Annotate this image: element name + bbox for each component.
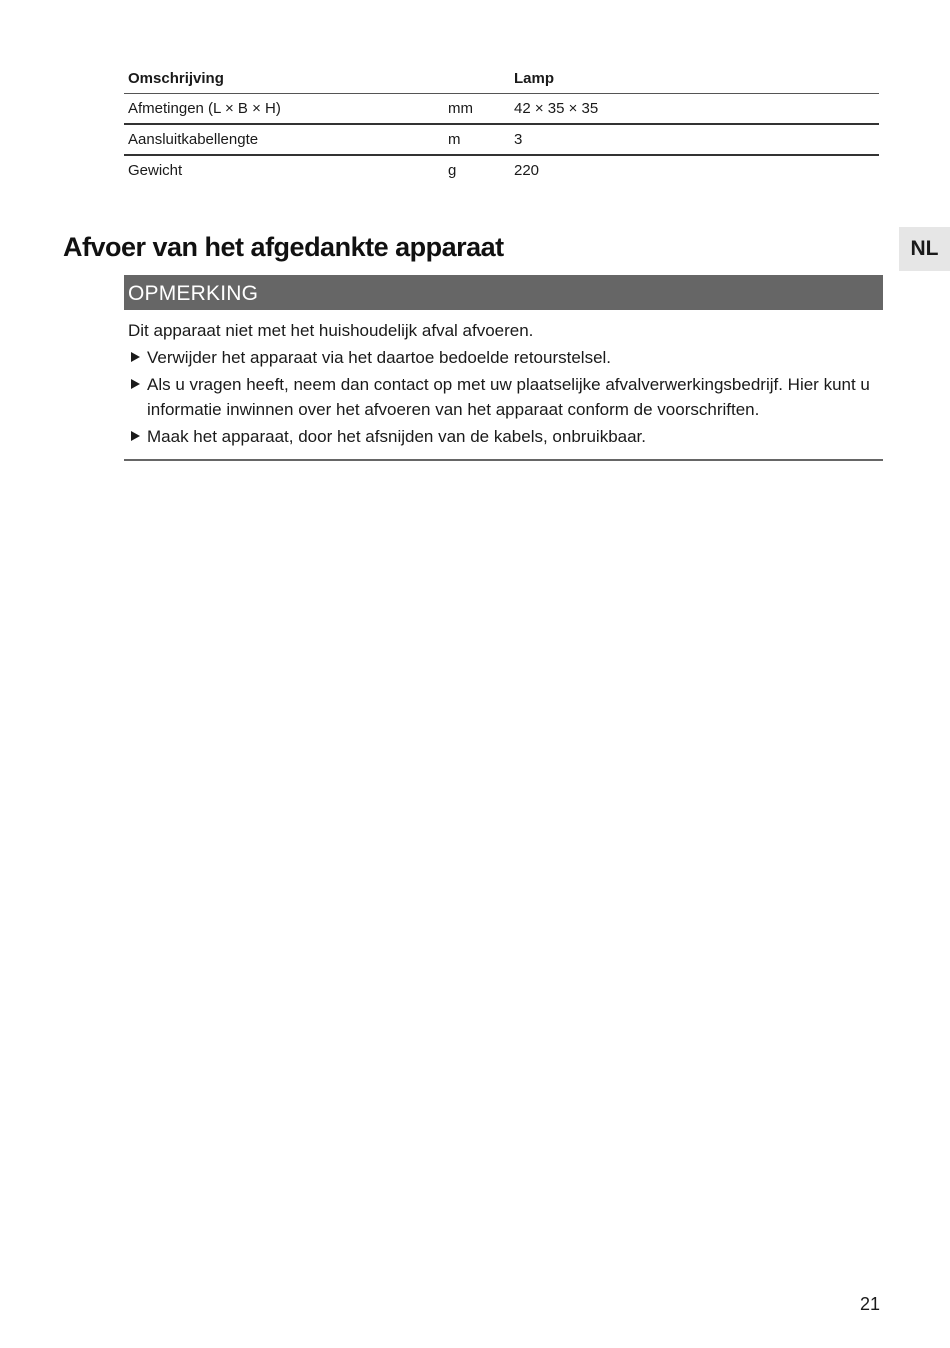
table-row	[124, 94, 879, 125]
table-row	[124, 155, 879, 185]
language-tab: NL	[899, 227, 950, 271]
row-description: Gewicht	[128, 162, 183, 179]
note-intro: Dit apparaat niet met het huishoudelijk afval afvoeren.	[128, 321, 534, 340]
list-item-text: Verwijder het apparaat via het daartoe bedoelde retourstelsel.	[147, 348, 612, 367]
triangle-bullet-icon	[131, 379, 140, 389]
list-item-text: Als u vragen heeft, neem dan contact op met uw plaatselijke afvalverwerkingsbedrijf. Hier kunt u informatie inwinnen over het afvoeren van het apparaat conform de voorschriften.	[147, 375, 870, 419]
list-item	[128, 424, 879, 449]
row-unit: g	[448, 162, 457, 179]
row-value: 220	[514, 162, 540, 179]
header-description: Omschrijving	[124, 64, 444, 94]
header-lamp: Lamp	[510, 64, 879, 94]
spec-table	[124, 64, 879, 185]
row-value: 3	[510, 124, 879, 155]
list-item	[128, 345, 879, 370]
row-description: Aansluitkabellengte	[124, 124, 444, 155]
row-unit: m	[444, 124, 510, 155]
note-body	[124, 310, 883, 449]
note-list	[128, 345, 879, 449]
list-item-text: Maak het apparaat, door het afsnijden van de kabels, onbruikbaar.	[147, 427, 647, 446]
triangle-bullet-icon	[131, 352, 140, 362]
section-title: Afvoer van het afgedankte apparaat	[63, 232, 504, 262]
row-description: Afmetingen (L × B × H)	[124, 94, 444, 125]
table-row	[124, 124, 879, 155]
note-box	[124, 275, 883, 461]
page-number: 21	[859, 1294, 880, 1314]
triangle-bullet-icon	[131, 431, 140, 441]
header-unit	[444, 64, 510, 94]
spec-table-header	[124, 64, 879, 94]
note-header: OPMERKING	[124, 275, 883, 310]
row-value: 42 × 35 × 35	[510, 94, 879, 125]
row-unit: mm	[444, 94, 510, 125]
list-item	[128, 372, 879, 422]
